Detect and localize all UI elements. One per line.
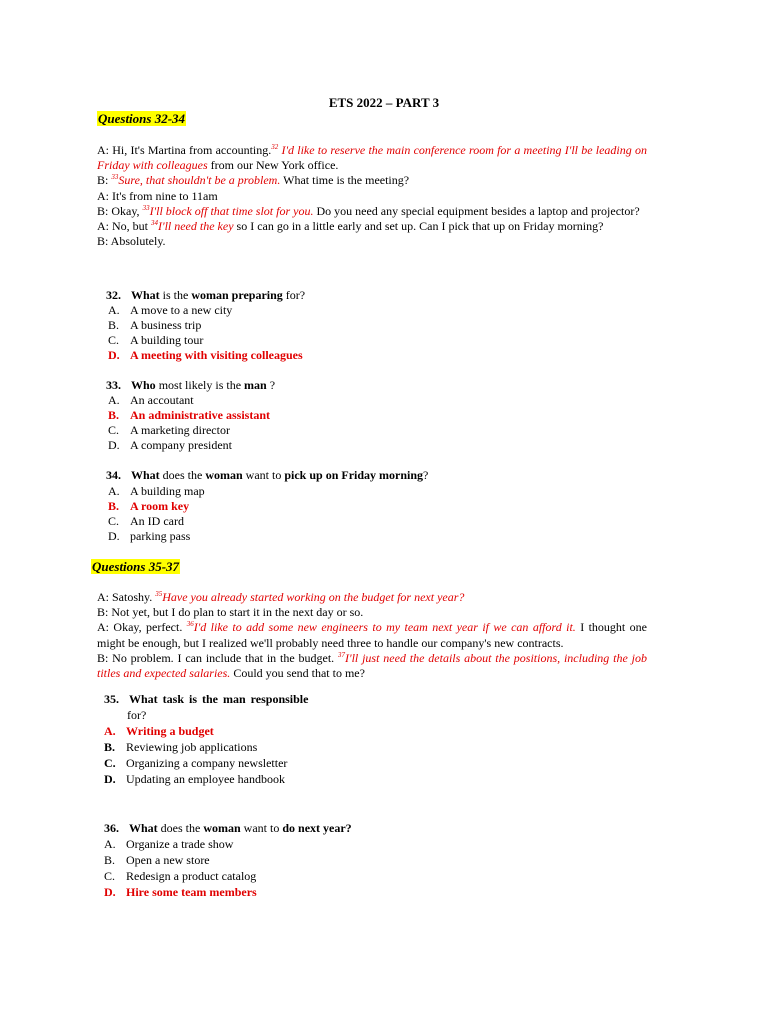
- option-d: [104, 772, 287, 787]
- answer-ref-number: 33: [142, 203, 150, 212]
- dialog-text: B:: [97, 173, 112, 188]
- option-b: [104, 740, 287, 755]
- option-letter: C.: [104, 869, 116, 883]
- option-text: An ID card: [130, 514, 184, 528]
- dialog-line: [97, 620, 647, 650]
- answer-ref-number: 37: [338, 650, 346, 659]
- option-text: A business trip: [130, 318, 202, 332]
- option-letter: B.: [104, 740, 116, 754]
- keyword: What: [131, 288, 160, 302]
- option-a-correct: [104, 724, 287, 739]
- answer-ref-number: 36: [186, 620, 194, 629]
- dialog-line: [97, 219, 647, 234]
- question-number: 34.: [106, 468, 121, 482]
- dialog-line: B: Not yet, but I do plan to start it in the next day or so.: [97, 605, 364, 620]
- dialog-text: B: No problem. I can include that in the budget.: [97, 650, 339, 665]
- dialog-text: What time is the meeting?: [280, 173, 410, 188]
- option-c: [104, 869, 257, 884]
- answer-ref-number: 32: [271, 143, 279, 151]
- option-b: [108, 318, 303, 333]
- option-text: Hire some team members: [126, 885, 257, 899]
- dialog-35-37: [97, 590, 647, 681]
- stem-text: ?: [423, 468, 429, 482]
- answer-evidence: I'll just need the details about the positions, including the job titles and expected salaries.: [97, 650, 647, 681]
- keyword: pick up on Friday morning: [284, 468, 424, 482]
- option-letter: D.: [108, 438, 120, 452]
- question-33: [106, 378, 275, 394]
- option-text: A marketing director: [130, 423, 230, 437]
- dialog-line: [97, 143, 647, 173]
- option-letter: C.: [108, 333, 120, 347]
- option-text: Updating an employee handbook: [126, 772, 285, 786]
- question-stem: [104, 692, 334, 707]
- option-letter: A.: [108, 393, 120, 407]
- keyword: What: [129, 821, 158, 835]
- keyword: woman: [203, 821, 241, 835]
- stem-text: want to: [242, 468, 285, 482]
- question-stem: [106, 378, 275, 393]
- keyword: do next year?: [282, 821, 352, 835]
- answer-evidence: I'd like to reserve the main conference room for a meeting I'll be leading on Friday with colleagues: [97, 143, 647, 173]
- option-c: [108, 423, 270, 438]
- dialog-line: [97, 651, 647, 681]
- answer-evidence: Have you already started working on the budget for next year?: [162, 590, 465, 604]
- dialog-line: [97, 590, 647, 605]
- option-text: Organizing a company newsletter: [126, 756, 288, 770]
- keyword: What: [131, 468, 160, 482]
- option-b: [104, 853, 257, 868]
- answer-evidence: I'll block off that time slot for you.: [149, 203, 314, 218]
- option-text: Reviewing job applications: [126, 740, 258, 754]
- option-letter: A.: [104, 837, 116, 851]
- option-letter: A.: [108, 303, 120, 317]
- option-letter: B.: [108, 499, 120, 513]
- dialog-text: A: Hi, It's Martina from accounting.: [97, 143, 272, 157]
- dialog-line: A: It's from nine to 11am: [97, 188, 218, 203]
- answer-evidence: I'll need the key: [158, 219, 234, 234]
- dialog-line: [97, 204, 647, 219]
- options-32: [108, 303, 303, 363]
- option-text: An accoutant: [130, 393, 194, 407]
- option-letter: B.: [104, 853, 116, 867]
- keyword: man: [244, 378, 267, 392]
- question-stem: [104, 821, 352, 836]
- option-letter: D.: [104, 772, 116, 786]
- option-letter: A.: [104, 724, 116, 738]
- dialog-text: Do you need any special equipment besides a laptop and projector?: [313, 203, 640, 218]
- option-letter: C.: [108, 423, 120, 437]
- question-stem-continued: for?: [127, 708, 147, 722]
- question-number: 32.: [106, 288, 121, 302]
- option-text: Organize a trade show: [126, 837, 234, 851]
- answer-evidence: Sure, that shouldn't be a problem.: [118, 173, 281, 188]
- option-a: [108, 303, 303, 318]
- stem-text: What task is the man responsible: [129, 692, 309, 706]
- option-b-correct: [108, 408, 270, 423]
- stem-text: is the: [159, 288, 192, 302]
- option-d-correct: [108, 348, 303, 363]
- option-letter: D.: [104, 885, 116, 899]
- stem-text: does the: [159, 468, 206, 482]
- dialog-text: A: Satoshy.: [97, 590, 156, 604]
- dialog-32-34: [97, 143, 647, 249]
- question-35: [104, 692, 334, 723]
- option-letter: B.: [108, 408, 120, 422]
- answer-evidence: I'd like to add some new engineers to my team next year if we can afford it.: [193, 620, 576, 635]
- dialog-text: I thought one might be enough, but I realized we'll probably need three to handle our company's new contracts.: [97, 620, 647, 650]
- option-text: A building tour: [130, 333, 204, 347]
- option-text: Open a new store: [126, 853, 210, 867]
- answer-ref-number: 35: [155, 590, 163, 598]
- question-stem: [106, 468, 428, 483]
- option-c: [108, 514, 205, 529]
- option-letter: A.: [108, 484, 120, 498]
- options-33: [108, 393, 270, 453]
- answer-ref-number: 34: [151, 219, 158, 228]
- option-text: A company president: [130, 438, 232, 452]
- options-34: [108, 484, 205, 544]
- option-a: [108, 484, 205, 499]
- option-a: [108, 393, 270, 408]
- question-34: [106, 468, 428, 484]
- option-letter: B.: [108, 318, 120, 332]
- option-letter: C.: [104, 756, 116, 770]
- option-text: A move to a new city: [130, 303, 233, 317]
- stem-text: ?: [266, 378, 276, 392]
- dialog-text: A: No, but: [97, 219, 151, 234]
- option-a: [104, 837, 257, 852]
- option-d: [108, 529, 205, 544]
- answer-ref-number: 33: [111, 173, 119, 182]
- stem-text: for?: [282, 288, 306, 302]
- dialog-line: [97, 173, 647, 188]
- option-c: [108, 333, 303, 348]
- dialog-line: B: Absolutely.: [97, 234, 166, 249]
- section-heading-35-37: Questions 35-37: [92, 559, 180, 574]
- dialog-text: so I can go in a little early and set up. Can I pick that up on Friday morning?: [233, 219, 604, 234]
- dialog-text: B: Okay,: [97, 203, 143, 218]
- question-number: 33.: [106, 378, 121, 392]
- option-text: A room key: [130, 499, 190, 513]
- option-text: parking pass: [130, 529, 191, 543]
- keyword: woman: [205, 468, 243, 482]
- question-36: [104, 821, 352, 837]
- stem-text: does the: [157, 821, 204, 835]
- dialog-text: A: Okay, perfect.: [97, 620, 187, 635]
- option-letter: D.: [108, 348, 120, 362]
- option-b-correct: [108, 499, 205, 514]
- question-number: 35.: [104, 692, 119, 706]
- dialog-text: Could you send that to me?: [230, 666, 365, 681]
- stem-text: want to: [240, 821, 283, 835]
- dialog-text: from our New York office.: [207, 158, 339, 173]
- question-stem: [106, 288, 305, 303]
- options-36: [104, 837, 257, 900]
- option-d: [108, 438, 270, 453]
- stem-text: most likely is the: [155, 378, 245, 392]
- option-letter: D.: [108, 529, 120, 543]
- option-text: Redesign a product catalog: [126, 869, 257, 883]
- keyword: woman preparing: [191, 288, 283, 302]
- option-d-correct: [104, 885, 257, 900]
- page-title: ETS 2022 – PART 3: [328, 95, 440, 110]
- option-text: An administrative assistant: [130, 408, 271, 422]
- section-heading-32-34: Questions 32-34: [98, 111, 186, 126]
- options-35: [104, 724, 287, 787]
- question-32: [106, 288, 305, 304]
- option-c: [104, 756, 287, 771]
- keyword: Who: [131, 378, 156, 392]
- option-text: A building map: [130, 484, 205, 498]
- option-text: A meeting with visiting colleagues: [130, 348, 303, 362]
- option-letter: C.: [108, 514, 120, 528]
- question-number: 36.: [104, 821, 119, 835]
- option-text: Writing a budget: [126, 724, 214, 738]
